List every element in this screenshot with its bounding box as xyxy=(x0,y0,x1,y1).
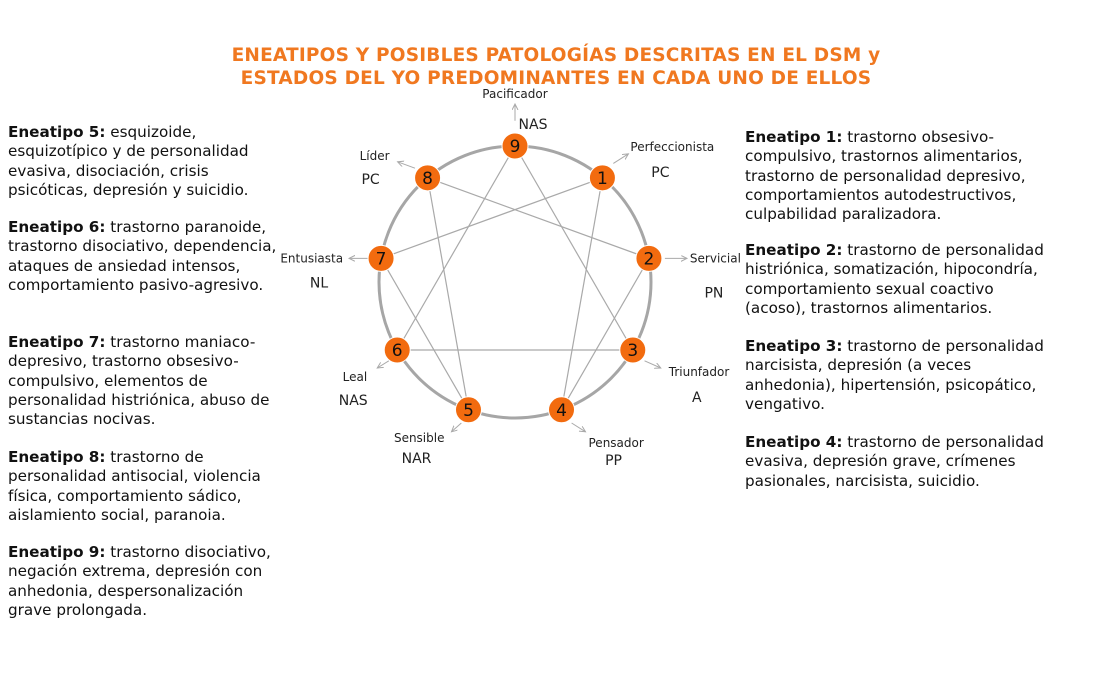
node-code: PC xyxy=(361,171,380,188)
node-arrow-1 xyxy=(613,154,628,164)
node-code: PP xyxy=(605,452,622,469)
description-line: histriónica, somatización, hipocondría, xyxy=(745,260,1038,279)
description-line: (acoso), trastornos alimentarios. xyxy=(745,298,993,317)
right-block-4 xyxy=(745,433,1044,491)
description-line: física, comportamiento sádico, xyxy=(8,486,242,505)
description-line: comportamiento pasivo-agresivo. xyxy=(8,275,264,294)
node-label: Leal xyxy=(342,370,368,384)
eneatipo-heading: Eneatipo 2: xyxy=(745,241,843,259)
left-block-2 xyxy=(8,218,276,295)
description-line: trastorno maniaco- xyxy=(105,333,256,351)
node-arrow-4 xyxy=(572,423,586,432)
right-block-1 xyxy=(745,128,1026,224)
node-label: Servicial xyxy=(689,251,741,266)
node-label: Sensible xyxy=(393,430,445,445)
node-label: Pensador xyxy=(588,435,644,450)
node-code: PN xyxy=(704,285,724,302)
eneatipo-heading: Eneatipo 9: xyxy=(8,543,106,561)
left-block-3 xyxy=(8,333,269,429)
node-number: 9 xyxy=(509,137,521,157)
description-line: anhedonia, despersonalización xyxy=(8,581,244,600)
description-line: trastorno de personalidad depresivo, xyxy=(745,166,1026,185)
node-code: NL xyxy=(309,275,329,292)
node-label: Perfeccionista xyxy=(630,139,715,154)
description-line: comportamiento sexual coactivo xyxy=(745,279,994,298)
description-line: trastorno de personalidad xyxy=(842,433,1044,451)
eneatipo-heading: Eneatipo 3: xyxy=(745,337,843,355)
right-block-2 xyxy=(745,241,1044,318)
description-line: compulsivo, elementos de xyxy=(8,371,208,390)
node-label: Pacificador xyxy=(482,87,548,101)
eneatipo-heading: Eneatipo 5: xyxy=(8,123,106,141)
node-label: Entusiasta xyxy=(280,251,344,266)
right-block-3 xyxy=(745,337,1044,414)
node-number: 1 xyxy=(597,168,608,189)
description-line: esquizotípico y de personalidad xyxy=(8,142,249,161)
description-line: trastorno obsesivo- xyxy=(842,128,995,146)
node-label: Líder xyxy=(359,148,390,163)
node-arrow-5 xyxy=(451,423,461,432)
description-line: pasionales, narcisista, suicidio. xyxy=(745,471,980,490)
description-line: compulsivo, trastornos alimentarios, xyxy=(745,147,1023,166)
left-block-4 xyxy=(8,448,261,525)
node-code: NAS xyxy=(518,117,548,133)
enneagram-diagram xyxy=(280,87,741,495)
description-line: psicóticas, depresión y suicidio. xyxy=(8,180,249,199)
node-number: 6 xyxy=(391,341,403,361)
description-line: personalidad histriónica, abuso de xyxy=(8,390,270,409)
description-line: aislamiento social, paranoia. xyxy=(8,505,226,524)
left-block-5 xyxy=(8,543,271,620)
node-arrow-3 xyxy=(645,361,661,368)
description-line: evasiva, disociación, crisis xyxy=(8,161,209,180)
description-line: trastorno de personalidad xyxy=(842,337,1044,355)
description-line: esquizoide, xyxy=(105,123,197,141)
node-code: NAR xyxy=(401,450,432,467)
description-line: narcisista, depresión (a veces xyxy=(745,356,972,375)
description-line: ataques de ansiedad intensos, xyxy=(8,256,241,275)
description-line: comportamientos autodestructivos, xyxy=(745,185,1017,204)
title-line-2: ESTADOS DEL YO PREDOMINANTES EN CADA UNO DE ELLOS xyxy=(240,68,872,89)
left-block-1 xyxy=(8,123,249,200)
node-arrow-6 xyxy=(377,361,389,368)
description-line: trastorno paranoide, xyxy=(105,218,267,236)
node-code: NAS xyxy=(338,393,368,409)
page-title xyxy=(0,44,1112,90)
title-line-1: ENEATIPOS Y POSIBLES PATOLOGÍAS DESCRITAS EN EL DSM y xyxy=(231,45,881,66)
description-line: trastorno disociativo, xyxy=(105,543,271,561)
description-line: trastorno de xyxy=(105,448,204,466)
eneatipo-heading: Eneatipo 7: xyxy=(8,333,106,351)
description-line: sustancias nocivas. xyxy=(8,410,156,429)
description-line: trastorno de personalidad xyxy=(842,241,1044,259)
node-code: A xyxy=(691,390,702,406)
description-line: negación extrema, depresión con xyxy=(8,562,263,581)
description-line: grave prolongada. xyxy=(8,600,148,619)
description-line: evasiva, depresión grave, crímenes xyxy=(745,452,1016,471)
description-line: depresivo, trastorno obsesivo- xyxy=(8,352,239,371)
description-line: culpabilidad paralizadora. xyxy=(745,205,942,224)
node-number: 5 xyxy=(463,400,474,421)
description-line: personalidad antisocial, violencia xyxy=(8,467,261,486)
eneatipo-heading: Eneatipo 4: xyxy=(745,433,843,451)
description-line: vengativo. xyxy=(745,394,825,413)
node-number: 2 xyxy=(643,249,655,270)
description-line: anhedonia), hipertensión, psicopático, xyxy=(745,375,1037,394)
node-code: PC xyxy=(651,164,670,181)
node-label: Triunfador xyxy=(668,365,730,379)
description-line: trastorno disociativo, dependencia, xyxy=(8,237,277,256)
eneatipo-heading: Eneatipo 8: xyxy=(8,448,106,466)
eneatipo-heading: Eneatipo 1: xyxy=(745,128,843,146)
node-number: 7 xyxy=(375,249,387,270)
eneatipo-heading: Eneatipo 6: xyxy=(8,218,106,236)
node-number: 4 xyxy=(556,400,567,421)
node-arrow-8 xyxy=(398,162,415,168)
node-number: 8 xyxy=(422,168,433,189)
node-number: 3 xyxy=(627,341,639,361)
